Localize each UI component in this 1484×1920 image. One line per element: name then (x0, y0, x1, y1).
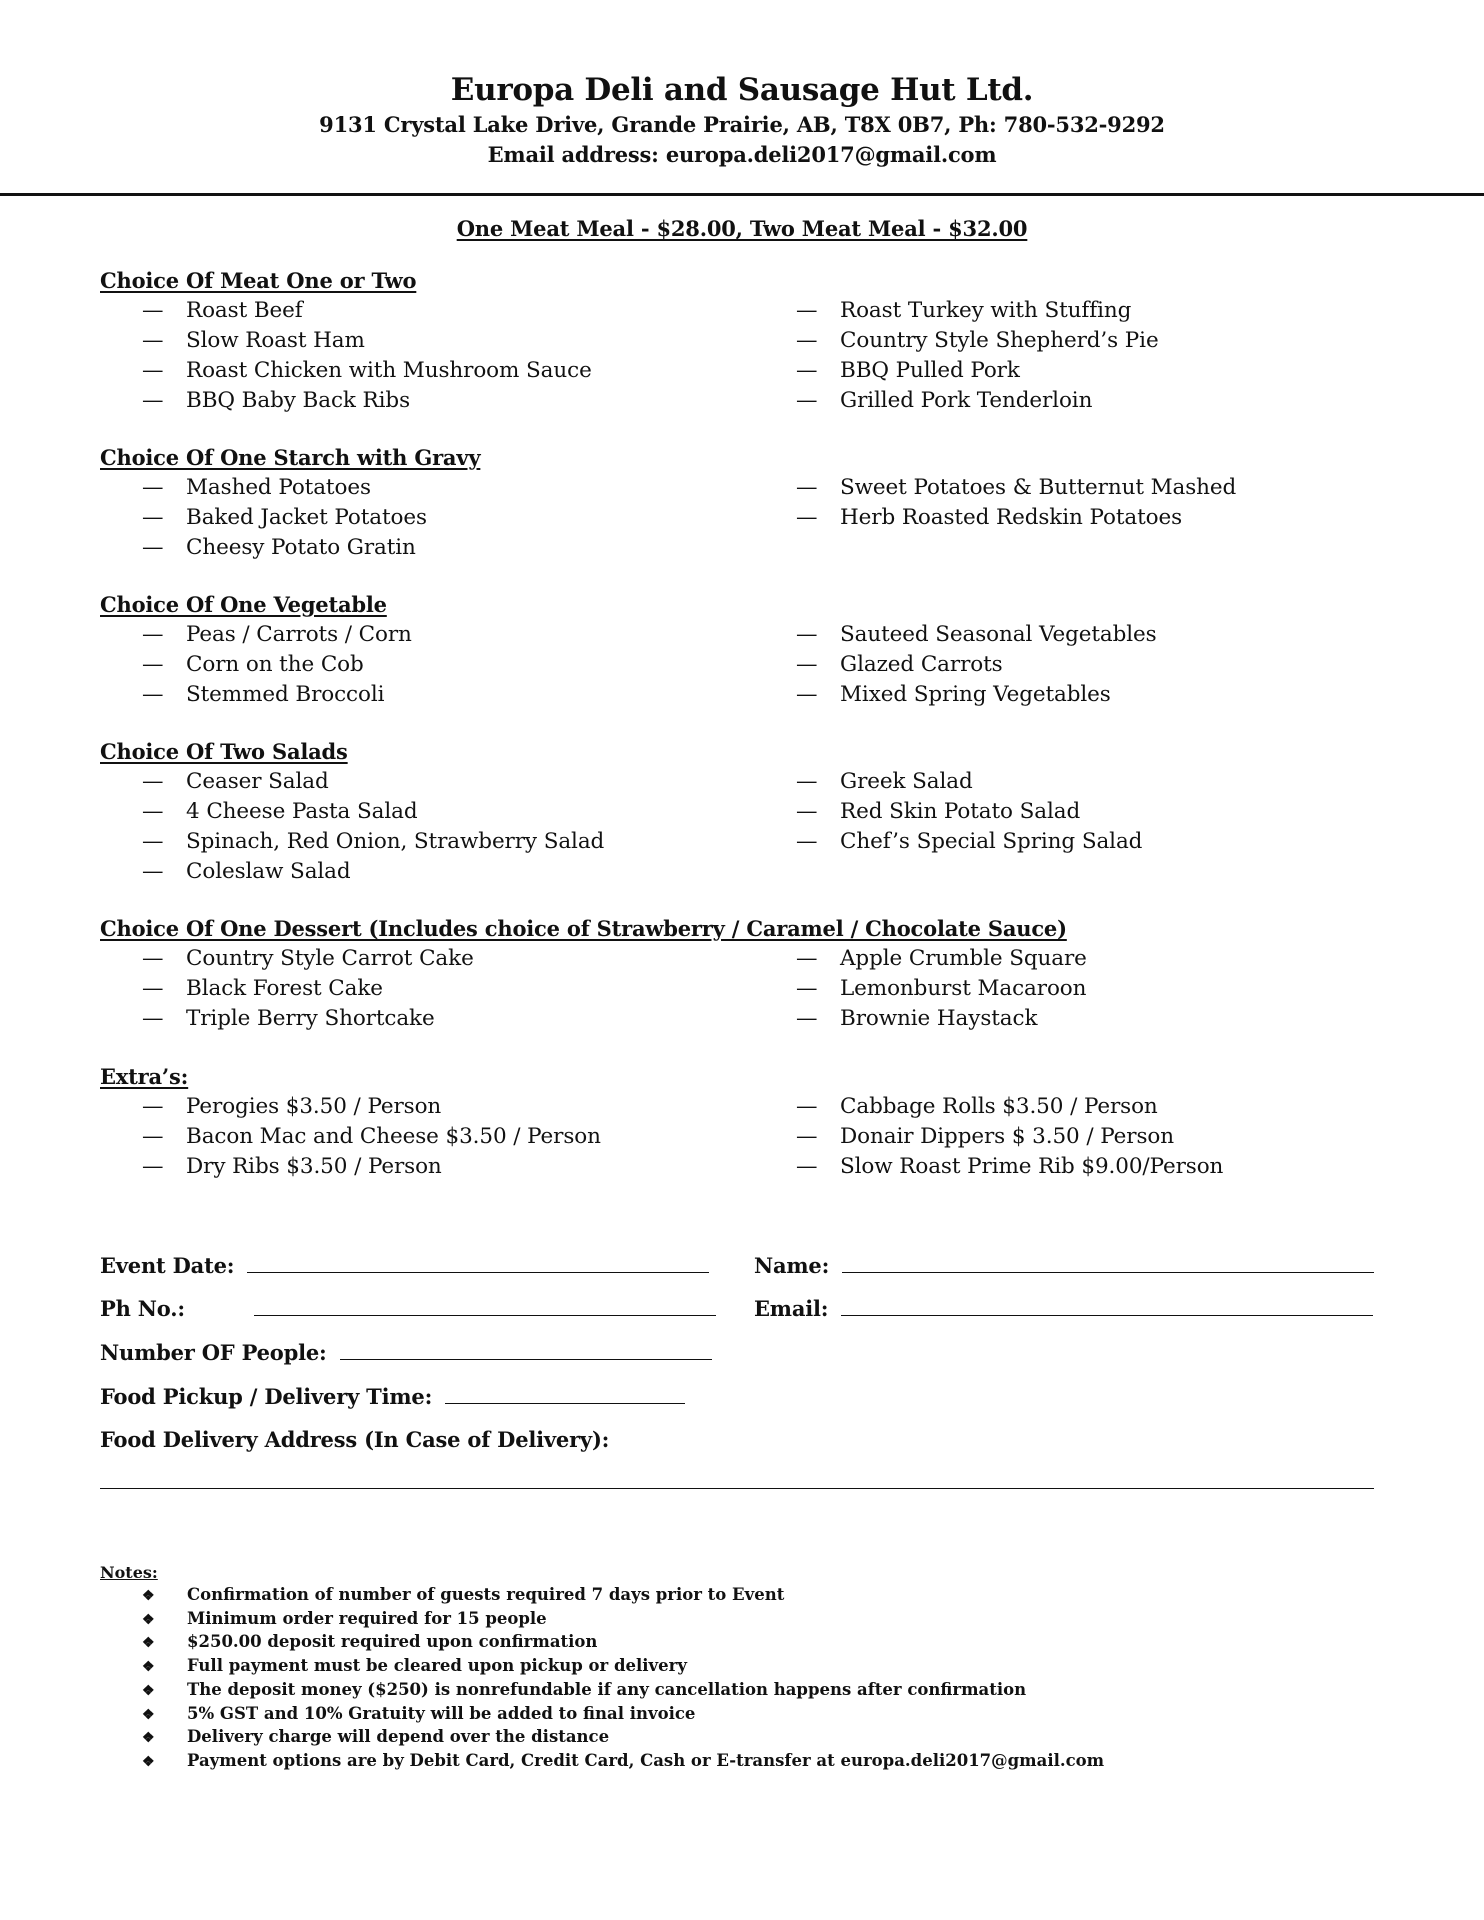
section-heading: Choice Of One Starch with Gravy (100, 445, 481, 470)
menu-item-label: BBQ Baby Back Ribs (186, 388, 411, 413)
notes (100, 1562, 1104, 1774)
menu-item-label: Cheesy Potato Gratin (186, 535, 416, 560)
menu-item-label: BBQ Pulled Pork (840, 358, 1020, 383)
phone-label: Ph No.: (100, 1296, 185, 1321)
dash-bullet-icon: — (142, 505, 164, 530)
diamond-bullet-icon: ❖ (142, 1588, 155, 1604)
phone-field (100, 1296, 716, 1321)
business-name: Europa Deli and Sausage Hut Ltd. (450, 72, 1034, 108)
menu-item (142, 1152, 601, 1182)
menu-item (796, 1092, 1223, 1122)
left-column (142, 296, 592, 416)
dash-bullet-icon: — (142, 829, 164, 854)
right-column (796, 296, 1159, 416)
note-item (100, 1655, 1104, 1679)
name-field (754, 1253, 1374, 1278)
dash-bullet-icon: — (142, 799, 164, 824)
menu-item-label: Coleslaw Salad (186, 859, 351, 884)
menu-item (796, 680, 1157, 710)
people-label: Number OF People: (100, 1340, 327, 1365)
menu-item (142, 620, 412, 650)
dash-bullet-icon: — (142, 1154, 164, 1179)
name-blank[interactable] (842, 1254, 1374, 1273)
menu-item-label: Lemonburst Macaroon (840, 976, 1087, 1001)
note-text: Confirmation of number of guests required 7 days prior to Event (187, 1585, 785, 1604)
dash-bullet-icon: — (142, 1094, 164, 1119)
right-column (796, 620, 1157, 710)
left-column (142, 1092, 601, 1182)
menu-item-label: Country Style Shepherd’s Pie (840, 328, 1159, 353)
menu-item (796, 386, 1159, 416)
menu-item (796, 503, 1236, 533)
header-divider (0, 193, 1484, 196)
dash-bullet-icon: — (142, 388, 164, 413)
email-blank[interactable] (841, 1297, 1373, 1316)
menu-item (796, 974, 1087, 1004)
document-header (0, 70, 1484, 170)
right-column (796, 767, 1142, 857)
dash-bullet-icon: — (142, 622, 164, 647)
menu-item-label: Sweet Potatoes & Butternut Mashed (840, 475, 1237, 500)
menu-item (142, 1122, 601, 1152)
note-text: Delivery charge will depend over the distance (187, 1727, 610, 1747)
dash-bullet-icon: — (796, 328, 818, 353)
section-starch (100, 443, 1400, 560)
time-field (100, 1384, 685, 1409)
dash-bullet-icon: — (796, 505, 818, 530)
left-column (142, 944, 474, 1034)
menu-item (142, 944, 474, 974)
menu-item (796, 827, 1142, 857)
dash-bullet-icon: — (796, 1094, 818, 1119)
menu-item (142, 296, 592, 326)
dash-bullet-icon: — (796, 388, 818, 413)
menu-item (142, 503, 427, 533)
menu-item (142, 680, 412, 710)
dash-bullet-icon: — (142, 946, 164, 971)
menu-item (796, 767, 1142, 797)
note-item (100, 1726, 1104, 1750)
diamond-bullet-icon: ❖ (142, 1753, 155, 1770)
email-label: Email: (754, 1296, 829, 1321)
dash-bullet-icon: — (796, 1006, 818, 1031)
diamond-bullet-icon: ❖ (142, 1635, 155, 1652)
menu-item (142, 326, 592, 356)
dash-bullet-icon: — (142, 298, 164, 323)
dash-bullet-icon: — (796, 799, 818, 824)
dash-bullet-icon: — (142, 1124, 164, 1149)
menu-item (142, 1004, 474, 1034)
menu-item-label: Herb Roasted Redskin Potatoes (840, 505, 1183, 530)
menu-item (796, 296, 1159, 326)
menu-item (142, 827, 604, 857)
notes-heading: Notes: (100, 1563, 158, 1582)
menu-item-label: Peas / Carrots / Corn (186, 622, 412, 647)
dash-bullet-icon: — (796, 298, 818, 323)
menu-item-label: Greek Salad (840, 769, 973, 794)
section-heading: Choice Of One Dessert (Includes choice of Strawberry / Caramel / Chocolate Sauce) (100, 916, 1067, 941)
menu-item-label: Stemmed Broccoli (186, 682, 385, 707)
menu-item (142, 1092, 601, 1122)
diamond-bullet-icon: ❖ (142, 1611, 155, 1628)
section-heading: Choice Of Meat One or Two (100, 268, 417, 293)
dash-bullet-icon: — (796, 358, 818, 383)
time-label: Food Pickup / Delivery Time: (100, 1384, 433, 1409)
time-blank[interactable] (445, 1385, 685, 1404)
menu-item (796, 1004, 1087, 1034)
dash-bullet-icon: — (142, 769, 164, 794)
menu-item-label: Bacon Mac and Cheese $3.50 / Person (186, 1124, 601, 1149)
menu-item-label: Cabbage Rolls $3.50 / Person (840, 1094, 1158, 1119)
note-item (100, 1608, 1104, 1632)
menu-item (142, 974, 474, 1004)
left-column (142, 473, 427, 563)
dash-bullet-icon: — (796, 1124, 818, 1149)
dash-bullet-icon: — (796, 946, 818, 971)
menu-item-label: Dry Ribs $3.50 / Person (186, 1154, 442, 1179)
diamond-bullet-icon: ❖ (142, 1706, 155, 1723)
delivery-address-field (100, 1427, 609, 1452)
dash-bullet-icon: — (796, 829, 818, 854)
note-item (100, 1703, 1104, 1727)
dash-bullet-icon: — (142, 535, 164, 560)
menu-item-label: Mashed Potatoes (186, 475, 371, 500)
menu-item (796, 356, 1159, 386)
menu-item (796, 1152, 1223, 1182)
menu-item (142, 857, 604, 887)
people-blank[interactable] (340, 1341, 712, 1360)
note-text: Payment options are by Debit Card, Credit Card, Cash or E-transfer at europa.deli2017@gmail.com (187, 1750, 1105, 1770)
menu-item-label: Black Forest Cake (186, 976, 383, 1001)
menu-item-label: Perogies $3.50 / Person (186, 1094, 442, 1119)
delivery-address-blank[interactable] (100, 1470, 1374, 1489)
dash-bullet-icon: — (142, 859, 164, 884)
dash-bullet-icon: — (796, 976, 818, 1001)
menu-item (142, 767, 604, 797)
dash-bullet-icon: — (142, 328, 164, 353)
menu-item-label: Sauteed Seasonal Vegetables (840, 622, 1157, 647)
section-heading: Extra’s: (100, 1064, 189, 1089)
menu-item (142, 473, 427, 503)
dash-bullet-icon: — (142, 976, 164, 1001)
note-text: 5% GST and 10% Gratuity will be added to final invoice (187, 1703, 696, 1723)
menu-item-label: Ceaser Salad (186, 769, 329, 794)
menu-item-label: Country Style Carrot Cake (186, 946, 474, 971)
menu-item-label: Donair Dippers $ 3.50 / Person (840, 1124, 1174, 1149)
meal-pricing: One Meat Meal - $28.00, Two Meat Meal - $32.00 (456, 216, 1028, 241)
note-text: $250.00 deposit required upon confirmation (187, 1632, 598, 1652)
diamond-bullet-icon: ❖ (142, 1659, 155, 1676)
note-item (100, 1631, 1104, 1655)
menu-item-label: Slow Roast Prime Rib $9.00/Person (840, 1154, 1224, 1179)
menu-item (142, 356, 592, 386)
note-text: Minimum order required for 15 people (187, 1608, 547, 1628)
menu-item-label: Apple Crumble Square (840, 946, 1087, 971)
right-column (796, 1092, 1223, 1182)
diamond-bullet-icon: ❖ (142, 1730, 155, 1747)
menu-item-label: Mixed Spring Vegetables (840, 682, 1111, 707)
menu-item-label: Roast Chicken with Mushroom Sauce (186, 358, 592, 383)
menu-item (142, 797, 604, 827)
dash-bullet-icon: — (796, 475, 818, 500)
menu-item-label: Red Skin Potato Salad (840, 799, 1081, 824)
menu-item-label: Roast Turkey with Stuffing (840, 298, 1132, 323)
left-column (142, 767, 604, 887)
menu-item-label: Roast Beef (186, 298, 303, 323)
section-heading: Choice Of One Vegetable (100, 592, 387, 617)
menu-item-label: Chef’s Special Spring Salad (840, 829, 1143, 854)
business-address: 9131 Crystal Lake Drive, Grande Prairie, AB, T8X 0B7, Ph: 780-532-9292 (319, 112, 1165, 137)
business-email: Email address: europa.deli2017@gmail.com (487, 142, 997, 167)
dash-bullet-icon: — (796, 652, 818, 677)
delivery-address-label: Food Delivery Address (In Case of Delivery): (100, 1427, 610, 1452)
note-item (100, 1750, 1104, 1774)
dash-bullet-icon: — (142, 358, 164, 383)
dash-bullet-icon: — (142, 682, 164, 707)
right-column (796, 473, 1236, 533)
section-salads (100, 737, 1400, 884)
note-text: The deposit money ($250) is nonrefundable if any cancellation happens after confirmation (187, 1679, 1027, 1699)
event-date-label: Event Date: (100, 1253, 235, 1278)
menu-item-label: Baked Jacket Potatoes (186, 505, 427, 530)
menu-item-label: Brownie Haystack (840, 1006, 1038, 1031)
dash-bullet-icon: — (142, 475, 164, 500)
menu-item-label: Triple Berry Shortcake (186, 1006, 435, 1031)
menu-item (142, 533, 427, 563)
note-text: Full payment must be cleared upon pickup or delivery (187, 1656, 687, 1676)
email-field (754, 1296, 1373, 1321)
dash-bullet-icon: — (142, 1006, 164, 1031)
menu-item-label: Spinach, Red Onion, Strawberry Salad (186, 829, 605, 854)
note-item (100, 1679, 1104, 1703)
menu-item (796, 650, 1157, 680)
section-dessert (100, 914, 1400, 1031)
dash-bullet-icon: — (796, 769, 818, 794)
menu-item (796, 1122, 1223, 1152)
menu-item (142, 650, 412, 680)
menu-item-label: Slow Roast Ham (186, 328, 365, 353)
menu-item (142, 386, 592, 416)
event-date-field (100, 1253, 709, 1278)
event-date-blank[interactable] (247, 1254, 709, 1273)
menu-item-label: Grilled Pork Tenderloin (840, 388, 1093, 413)
diamond-bullet-icon: ❖ (142, 1682, 155, 1699)
dash-bullet-icon: — (796, 1154, 818, 1179)
people-field (100, 1340, 712, 1365)
section-extras (100, 1062, 1400, 1179)
menu-item (796, 326, 1159, 356)
menu-item (796, 620, 1157, 650)
menu-item (796, 944, 1087, 974)
notes-list (100, 1584, 1104, 1774)
section-heading: Choice Of Two Salads (100, 739, 348, 764)
section-vegetable (100, 590, 1400, 707)
left-column (142, 620, 412, 710)
menu-item (796, 473, 1236, 503)
name-label: Name: (754, 1253, 830, 1278)
dash-bullet-icon: — (796, 682, 818, 707)
menu-item-label: 4 Cheese Pasta Salad (186, 799, 418, 824)
dash-bullet-icon: — (796, 622, 818, 647)
right-column (796, 944, 1087, 1034)
note-item (100, 1584, 1104, 1608)
phone-blank[interactable] (254, 1297, 716, 1316)
menu-item-label: Corn on the Cob (186, 652, 364, 677)
dash-bullet-icon: — (142, 652, 164, 677)
section-meat (100, 266, 1400, 413)
menu-item-label: Glazed Carrots (840, 652, 1003, 677)
menu-item (796, 797, 1142, 827)
